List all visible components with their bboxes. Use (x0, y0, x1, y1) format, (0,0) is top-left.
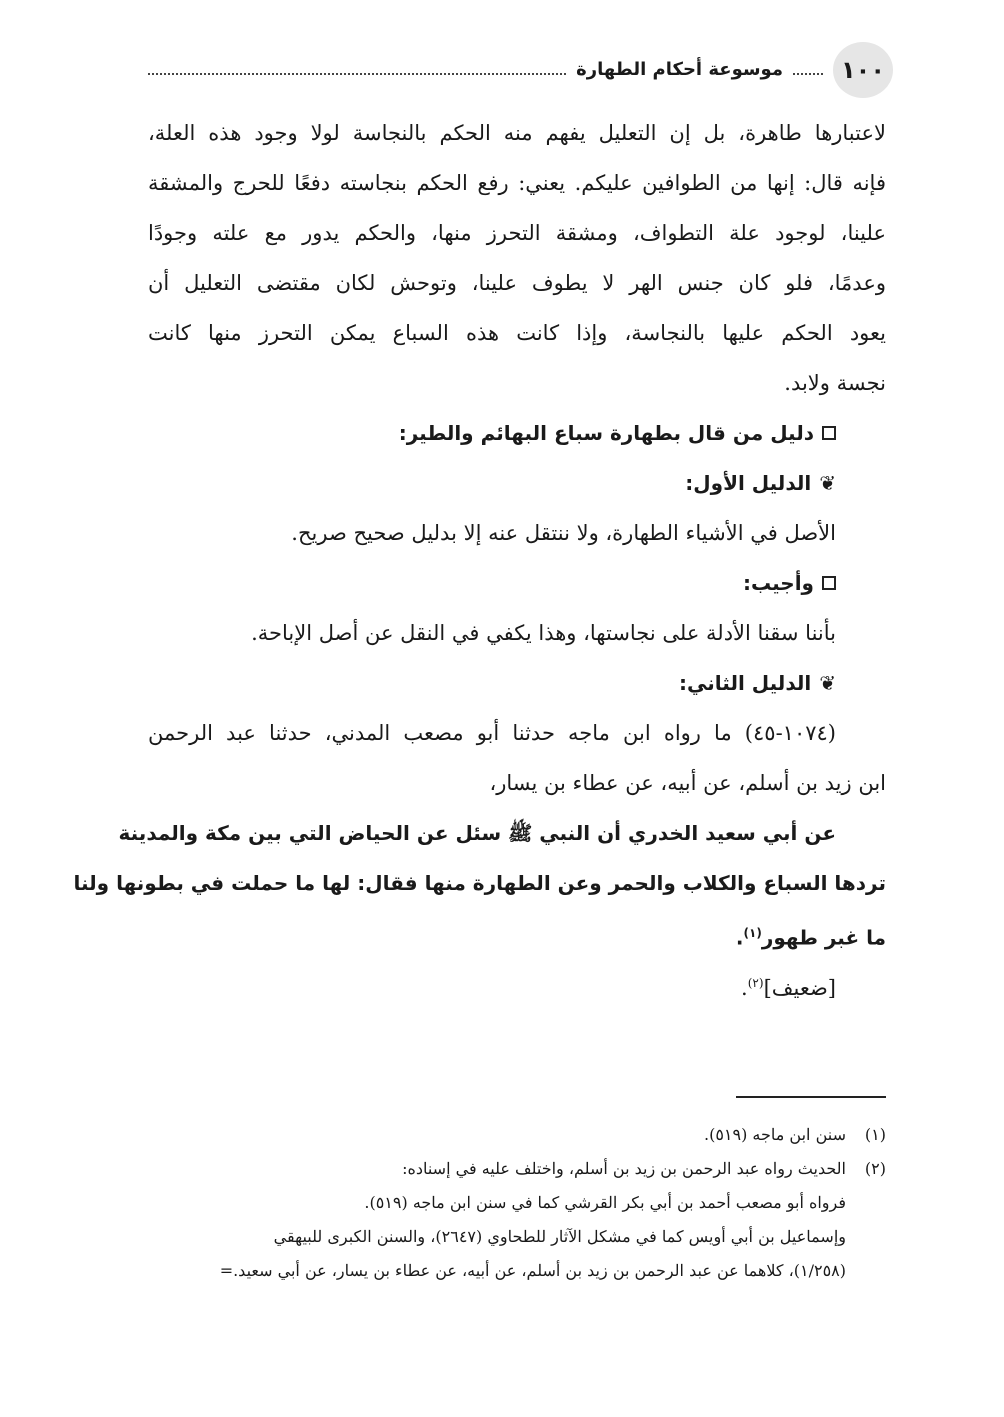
evidence-heading (148, 458, 886, 508)
paragraph-line: فإنه قال: إنها من الطوافين عليكم. يعني: رفع الحكم بنجاسته دفعًا للحرج والمشقة (148, 171, 886, 195)
hadith-text-end: ما غبر طهور (761, 925, 886, 950)
grade-text: [ضعيف] (763, 976, 836, 1000)
page-number-badge: ١٠٠ (833, 42, 893, 98)
footnote-number: (٢) (864, 1159, 886, 1178)
section-heading (148, 408, 886, 458)
paragraph-line: نجسة ولابد. (784, 371, 886, 395)
paragraph-line: علينا، لوجود علة التطواف، ومشقة التحرز منها، والحكم يدور مع علته وجودًا (148, 221, 886, 245)
answer-text: بأننا سقنا الأدلة على نجاستها، وهذا يكفي في النقل عن أصل الإباحة. (251, 621, 836, 645)
footnote-ref: (٢) (747, 976, 764, 990)
header-title-row (148, 56, 823, 82)
main-text (73, 108, 886, 1008)
footnote-number: (١) (864, 1125, 886, 1144)
section-heading-text: دليل من قال بطهارة سباع البهائم والطير: (398, 421, 814, 445)
checkbox-square-icon (822, 576, 836, 590)
header-dots-right (793, 73, 823, 75)
footnote-ref: (١) (743, 926, 762, 940)
hadith-text-line: ما غبر طهور$^{(١)}$. (735, 925, 886, 950)
footnote (148, 1152, 886, 1186)
evidence-text: الأصل في الأشياء الطهارة، ولا ننتقل عنه إلا بدليل صحيح صريح. (291, 521, 836, 545)
footnote-separator (736, 1096, 886, 1098)
paragraph-line: لاعتبارها طاهرة، بل إن التعليل يفهم منه الحكم بالنجاسة لولا وجود هذه العلة، (148, 121, 886, 145)
evidence-heading-text: الدليل الثاني: (679, 671, 812, 695)
footnote-text: سنن ابن ماجه (٥١٩). (703, 1125, 846, 1144)
answer-heading (148, 558, 886, 608)
leaf-ornament-icon: ❦ (819, 471, 836, 495)
hadith-chain-line: (١٠٧٤-٤٥) ما رواه ابن ماجه حدثنا أبو مصعب المدني، حدثنا عبد الرحمن (148, 721, 836, 745)
leaf-ornament-icon: ❦ (819, 671, 836, 695)
answer-heading-text: وأجيب: (742, 571, 814, 595)
page-header (148, 40, 893, 102)
paragraph-line: وعدمًا، فلو كان جنس الهر لا يطوف علينا، وتوحش لكان مقتضى التعليل أن (148, 271, 886, 295)
checkbox-square-icon (822, 426, 836, 440)
header-dots-left (148, 73, 566, 75)
hadith-grade: [ضعيف]$^{(٢)}$. (741, 976, 836, 1000)
footnote-text: وإسماعيل بن أبي أويس كما في مشكل الآثار للطحاوي (٢٦٤٧)، والسنن الكبرى للبيهقي (273, 1227, 846, 1246)
evidence-heading (148, 658, 886, 708)
footnote (148, 1118, 886, 1152)
book-title: موسوعة أحكام الطهارة (576, 58, 783, 80)
hadith-text-line: تردها السباع والكلاب والحمر وعن الطهارة منها فقال: لها ما حملت في بطونها ولنا (73, 871, 886, 895)
evidence-heading-text: الدليل الأول: (685, 471, 812, 495)
paragraph-line: يعود الحكم عليها بالنجاسة، وإذا كانت هذه السباع يمكن التحرز منها كانت (148, 321, 886, 345)
footnote-text: فرواه أبو مصعب أحمد بن أبي بكر القرشي كما في سنن ابن ماجه (٥١٩). (364, 1193, 846, 1212)
footnote-text: (١/٢٥٨)، كلاهما عن عبد الرحمن بن زيد بن أسلم، عن أبيه، عن عطاء بن يسار، عن أبي سعيد.= (219, 1261, 846, 1280)
footnotes (148, 1118, 886, 1288)
footnote-text: الحديث رواه عبد الرحمن بن زيد بن أسلم، واختلف عليه في إسناده: (402, 1159, 846, 1178)
hadith-chain-line: ابن زيد بن أسلم، عن أبيه، عن عطاء بن يسار، (489, 771, 886, 795)
hadith-text-line: عن أبي سعيد الخدري أن النبي ﷺ سئل عن الحياض التي بين مكة والمدينة (118, 821, 836, 845)
